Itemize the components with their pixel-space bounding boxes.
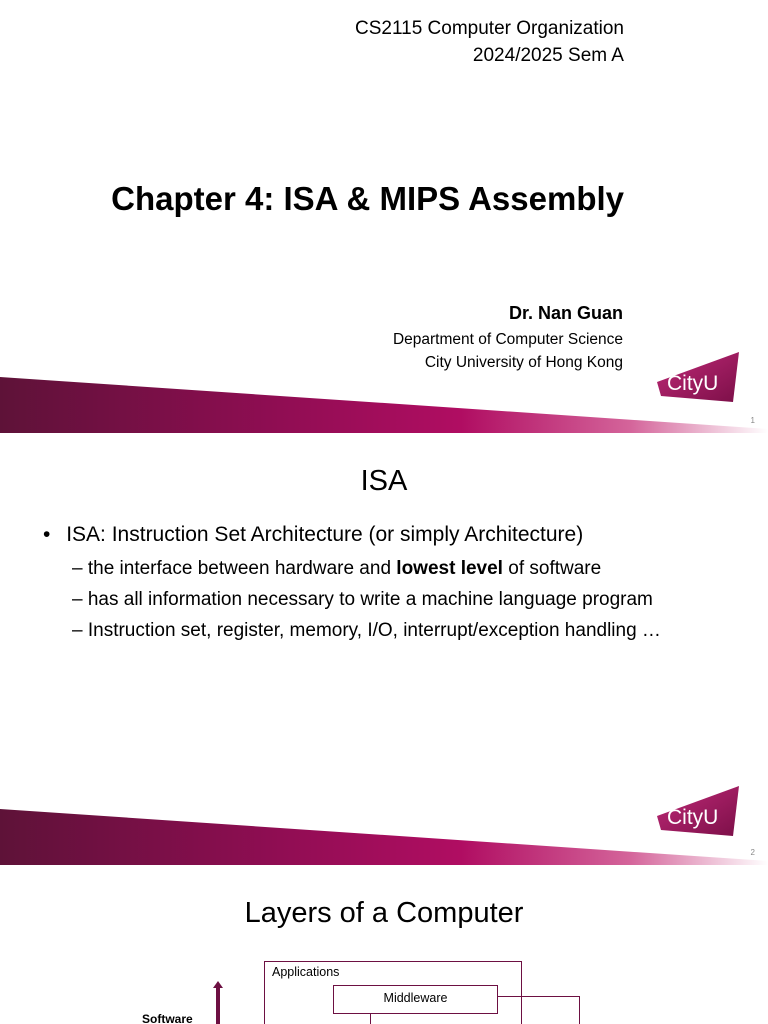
logo-text: CityU [667, 372, 719, 395]
chapter-title: Chapter 4: ISA & MIPS Assembly [111, 180, 624, 217]
affiliation [393, 328, 623, 374]
sub-text-1b: of software [502, 558, 602, 579]
author-name: Dr. Nan Guan [508, 303, 623, 323]
sub-text-1a: the interface between hardware and [87, 558, 397, 579]
bullet-item [43, 523, 583, 547]
layer-label: Middleware [383, 991, 448, 1005]
page-number: 1 [750, 416, 755, 425]
software-label: Software [142, 1012, 193, 1024]
sub-item-1 [72, 558, 601, 580]
logo-text: CityU [667, 806, 719, 829]
slide-2 [0, 433, 768, 866]
department: Department of Computer Science [392, 331, 623, 348]
slide-title: Layers of a Computer [244, 897, 524, 929]
course-info [355, 15, 624, 69]
slide-3 [0, 866, 768, 1024]
layer-label: Applications [272, 965, 340, 979]
up-arrow-icon [210, 981, 226, 1024]
layer-middleware [333, 985, 498, 1014]
university: City University of Hong Kong [424, 354, 623, 371]
sub-text-1-bold: lowest level [396, 558, 503, 579]
bullet-text: ISA: Instruction Set Architecture (or simply Architecture) [66, 523, 584, 546]
decorative-ribbon [0, 375, 768, 433]
bullet-dot: • [43, 523, 51, 546]
sub-item-2 [72, 589, 653, 611]
sub-item-3 [72, 620, 661, 642]
sub-text-2: has all information necessary to write a machine language program [87, 589, 653, 610]
cityu-logo [657, 352, 739, 402]
dash: – [72, 558, 83, 579]
sub-text-3: Instruction set, register, memory, I/O, interrupt/exception handling … [87, 620, 661, 641]
course-name: CS2115 Computer Organization [355, 18, 624, 39]
slide-1 [0, 0, 768, 433]
dash: – [72, 589, 83, 610]
slide-title: ISA [360, 465, 408, 497]
decorative-ribbon [0, 807, 768, 866]
semester: 2024/2025 Sem A [472, 45, 624, 66]
dash: – [72, 620, 83, 641]
cityu-logo [657, 786, 739, 836]
page-number: 2 [750, 848, 755, 857]
